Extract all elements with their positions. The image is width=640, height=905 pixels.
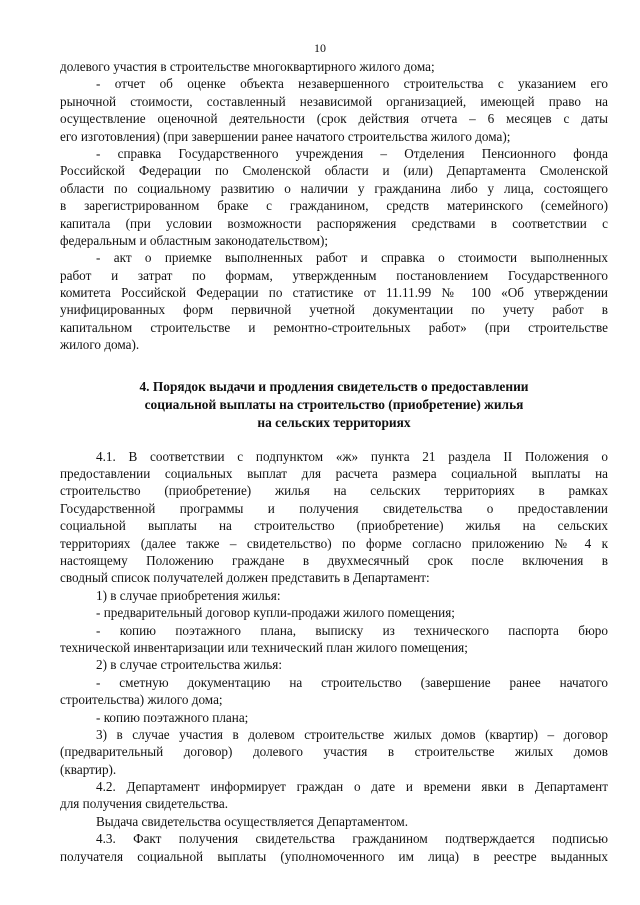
text-line: (предварительный договор) долевого участия в строительстве жилых домов: [60, 744, 608, 760]
heading-line: социальной выплаты на строительство (приобретение) жилья: [144, 396, 524, 412]
text-line: его изготовления) (при завершении ранее начатого строительства жилого дома);: [60, 128, 511, 144]
text-line: жилого дома).: [60, 337, 140, 353]
text-line: 1) в случае приобретения жилья:: [96, 587, 281, 603]
document-body: [60, 58, 608, 865]
text-line: - копию поэтажного плана;: [96, 709, 249, 725]
text-line: технической инвентаризации или технический план жилого помещения;: [60, 639, 468, 655]
text-line: Выдача свидетельства осуществляется Департаментом.: [96, 813, 408, 829]
text-line: настоящему Положению граждане в двухмесячный срок после включения в: [60, 552, 608, 568]
text-line: 4.2. Департамент информирует граждан о дате и времени явки в Департамент: [96, 779, 608, 795]
text-line: федеральным и областным законодательством);: [60, 232, 329, 248]
text-line: - предварительный договор купли-продажи жилого помещения;: [96, 605, 455, 621]
text-line: 3) в случае участия в долевом строительстве жилых домов (квартир) – договор: [96, 726, 608, 742]
text-line: предоставлении социальных выплат для расчета размера социальной выплаты на: [60, 466, 608, 482]
text-line: работ и затрат по формам, утвержденным постановлением Государственного: [60, 267, 608, 283]
text-line: - копию поэтажного плана, выписку из технического паспорта бюро: [96, 622, 608, 638]
text-line: территориях (далее также – свидетельство) по форме согласно приложению № 4 к: [60, 535, 608, 551]
text-line: комитета Российской Федерации по статистике от 11.11.99 № 100 «Об утверждении: [60, 285, 608, 301]
text-line: Государственной программы и получения свидетельства о предоставлении: [60, 500, 608, 516]
text-line: строительства) жилого дома;: [60, 692, 223, 708]
text-line: для получения свидетельства.: [60, 796, 228, 812]
text-line: долевого участия в строительстве многоквартирного жилого дома;: [60, 59, 435, 74]
section-heading: [60, 378, 608, 432]
text-line: строительство (приобретение) жилья на сельских территориях в рамках: [60, 483, 608, 499]
page-number: 10: [314, 41, 326, 55]
text-line: осуществление оценочной деятельности (срок действия отчета – 6 месяцев с даты: [60, 111, 608, 127]
text-line: - справка Государственного учреждения – Отделения Пенсионного фонда: [96, 145, 608, 161]
text-line: - акт о приемке выполненных работ и справка о стоимости выполненных: [96, 250, 608, 266]
text-line: капитальном строительстве и ремонтно-строительных работ» (при строительстве: [60, 319, 608, 335]
text-line: области по социальному развитию о наличии у гражданина либо у лица, состоящего: [60, 180, 608, 196]
text-line: социальной выплаты на строительство (приобретение) жилья на сельских: [60, 518, 608, 534]
heading-line: 4. Порядок выдачи и продления свидетельств о предоставлении: [139, 378, 529, 394]
text-line: унифицированных форм первичной учетной документации по учету работ в: [60, 302, 608, 318]
text-line: - отчет об оценке объекта незавершенного строительства с указанием его: [96, 76, 608, 92]
text-line: (квартир).: [60, 761, 117, 777]
text-line: получателя социальной выплаты (уполномоченного им лица) в реестре выданных: [60, 848, 608, 864]
text-line: капитала (при условии возможности распоряжения средствами в соответствии с: [60, 215, 608, 231]
text-line: сводный список получателей должен представить в Департамент:: [60, 570, 430, 586]
text-line: - сметную документацию на строительство (завершение ранее начатого: [96, 674, 608, 690]
text-line: Российской Федерации по Смоленской области и (или) Департамента Смоленской: [60, 163, 608, 179]
text-line: 2) в случае строительства жилья:: [96, 657, 283, 673]
text-line: 4.3. Факт получения свидетельства гражданином подтверждается подписью: [96, 831, 608, 847]
heading-line: на сельских территориях: [257, 414, 411, 430]
text-line: рыночной стоимости, составленный независимой организацией, имеющей право на: [60, 93, 608, 109]
text-line: в зарегистрированном браке с гражданином, средств материнского (семейного): [60, 198, 608, 214]
text-line: 4.1. В соответствии с подпунктом «ж» пункта 21 раздела II Положения о: [96, 448, 608, 464]
